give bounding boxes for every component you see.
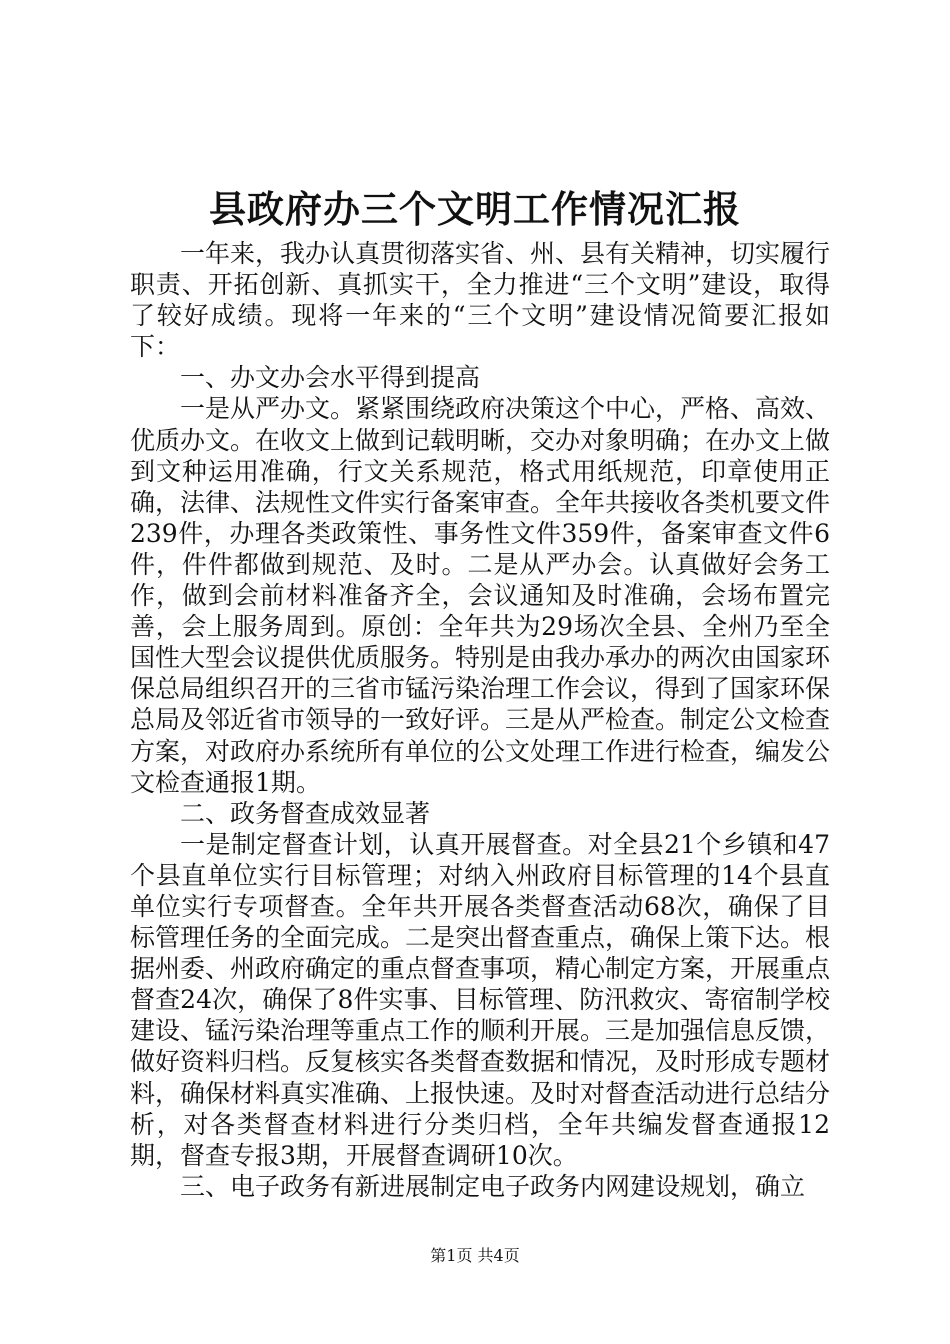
section-heading-1: 一、办文办会水平得到提高 <box>180 363 481 393</box>
page-footer: 第1页 共4页 <box>430 1246 520 1265</box>
paragraph-section-2: 一是制定督查计划，认真开展督查。对全县21个乡镇和47个县直单位实行目标管理；对纳入州政府目标管理的14个县直单位实行专项督查。全年共开展各类督查活动68次，确保了目标管理任务的全面完成。二是突出督查重点，确保上策下达。根据州委、州政府确定的重点督查事项，精心制定方案，开展重点督查24次，确保了8件实事、目标管理、防汛救灾、寄宿制学校建设、锰污染治理等重点工作的顺利开展。三是加强信息反馈，做好资料归档。反复核实各类督查数据和情况，及时形成专题材料，确保材料真实准确、上报快速。及时对督查活动进行总结分析，对各类督查材料进行分类归档，全年共编发督查通报12期，督查专报3期，开展督查调研10次。 <box>130 829 831 1170</box>
section-heading-2: 二、政务督查成效显著 <box>180 798 431 828</box>
section-heading-3: 三、电子政务有新进展制定电子政务内网建设规划，确立 <box>180 1171 806 1201</box>
paragraph-section-1: 一是从严办文。紧紧围绕政府决策这个中心，严格、高效、优质办文。在收文上做到记载明晰，交办对象明确；在办文上做到文种运用准确，行文关系规范，格式用纸规范，印章使用正确，法律、法规性文件实行备案审查。全年共接收各类机要文件239件，办理各类政策性、事务性文件359件，备案审查文件6件，件件都做到规范、及时。二是从严办会。认真做好会务工作，做到会前材料准备齐全，会议通知及时准确，会场布置完善，会上服务周到。原创：全年共为29场次全县、全州乃至全国性大型会议提供优质服务。特别是由我办承办的两次由国家环保总局组织召开的三省市锰污染治理工作会议，得到了国家环保总局及邻近省市领导的一致好评。三是从严检查。制定公文检查方案，对政府办系统所有单位的公文处理工作进行检查，编发公文检查通报1期。 <box>130 394 831 797</box>
document-title: 县政府办三个文明工作情况汇报 <box>209 187 741 231</box>
paragraph-intro: 一年来，我办认真贯彻落实省、州、县有关精神，切实履行职责、开拓创新、真抓实干，全力推进“三个文明”建设，取得了较好成绩。现将一年来的“三个文明”建设情况简要汇报如下： <box>130 239 831 362</box>
document-body <box>130 238 830 1202</box>
